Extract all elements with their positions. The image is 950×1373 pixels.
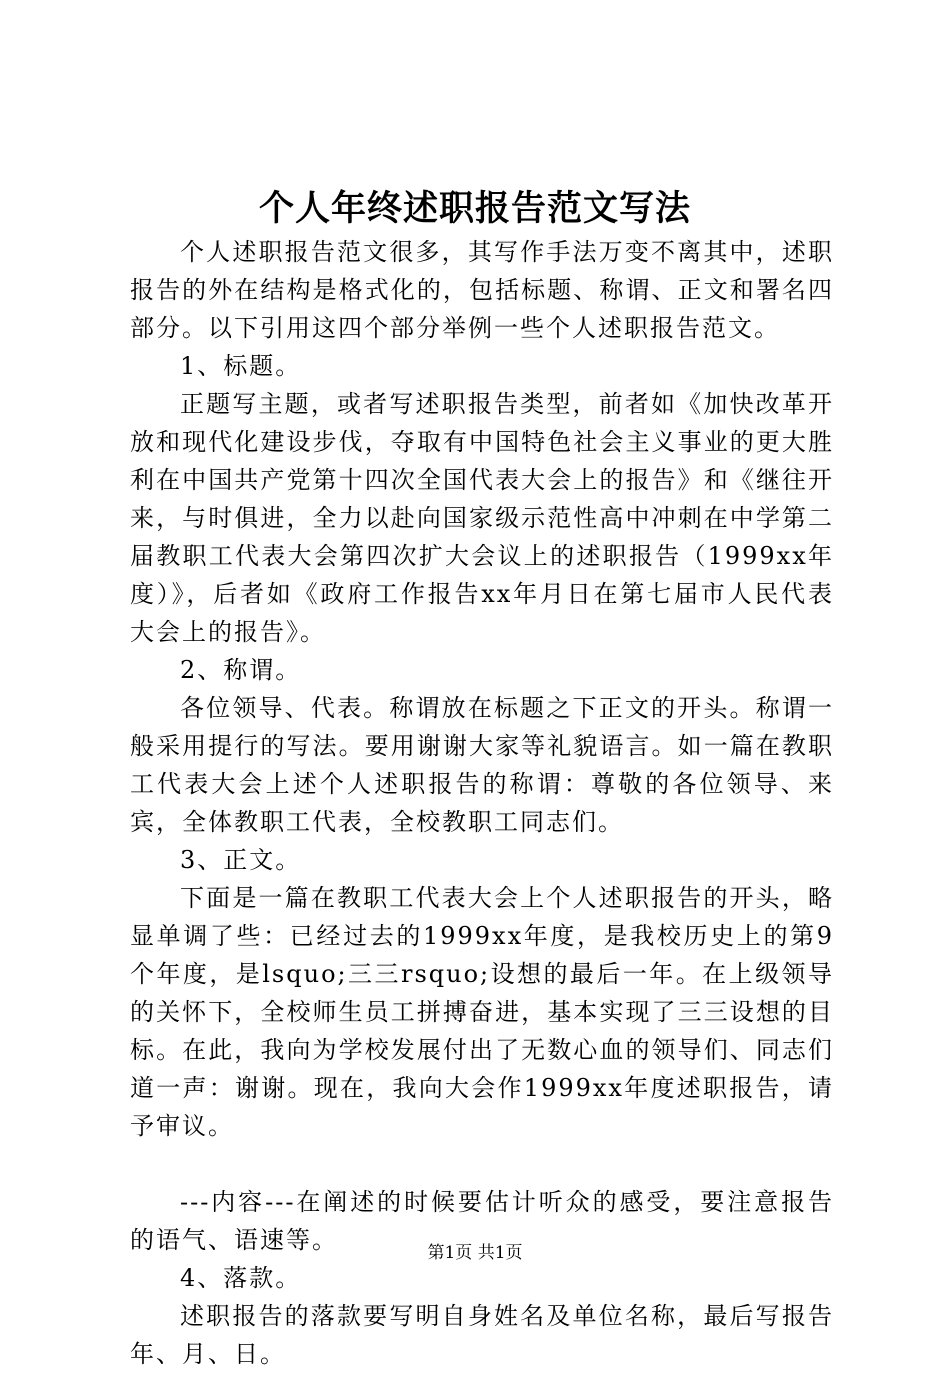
paragraph-content-note: ---内容---在阐述的时候要估计听众的感受，要注意报告的语气、语速等。 [130, 1188, 834, 1254]
document-body [130, 233, 834, 1373]
paragraph-intro: 个人述职报告范文很多，其写作手法万变不离其中，述职报告的外在结构是格式化的，包括标题、称谓、正文和署名四部分。以下引用这四个部分举例一些个人述职报告范文。 [130, 238, 834, 342]
paragraph-signature-section: 述职报告的落款要写明自身姓名及单位名称，最后写报告年、月、日。 [130, 1302, 834, 1368]
paragraph-body-section: 下面是一篇在教职工代表大会上个人述职报告的开头，略显单调了些：已经过去的1999xx年度，是我校历史上的第9个年度，是lsquo;三三rsquo;设想的最后一年。在上级领导的关怀下，全校师生员工拼搏奋进，基本实现了三三设想的目标。在此，我向为学校发展付出了无数心血的领导们、同志们道一声：谢谢。现在，我向大会作1999xx年度述职报告，请予审议。 [130, 884, 834, 1140]
heading-body-section: 3、正文。 [180, 846, 302, 874]
paragraph-salutation-section: 各位领导、代表。称谓放在标题之下正文的开头。称谓一般采用提行的写法。要用谢谢大家等礼貌语言。如一篇在教职工代表大会上述个人述职报告的称谓：尊敬的各位领导、来宾，全体教职工代表，全校教职工同志们。 [130, 694, 834, 836]
document-title: 个人年终述职报告范文写法 [258, 188, 691, 229]
heading-signature-section: 4、落款。 [180, 1264, 302, 1292]
heading-salutation-section: 2、称谓。 [180, 656, 302, 684]
blank-line [130, 1145, 834, 1183]
paragraph-title-section: 正题写主题，或者写述职报告类型，前者如《加快改革开放和现代化建设步伐，夺取有中国特色社会主义事业的更大胜利在中国共产党第十四次全国代表大会上的报告》和《继往开来，与时俱进，全力以赴向国家级示范性高中冲刺在中学第二届教职工代表大会第四次扩大会议上的述职报告（1999xx年度）》，后者如《政府工作报告xx年月日在第七届市人民代表大会上的报告》。 [130, 390, 834, 646]
heading-title-section: 1、标题。 [180, 352, 302, 380]
page-footer: 第1页 共1页 [427, 1243, 523, 1263]
